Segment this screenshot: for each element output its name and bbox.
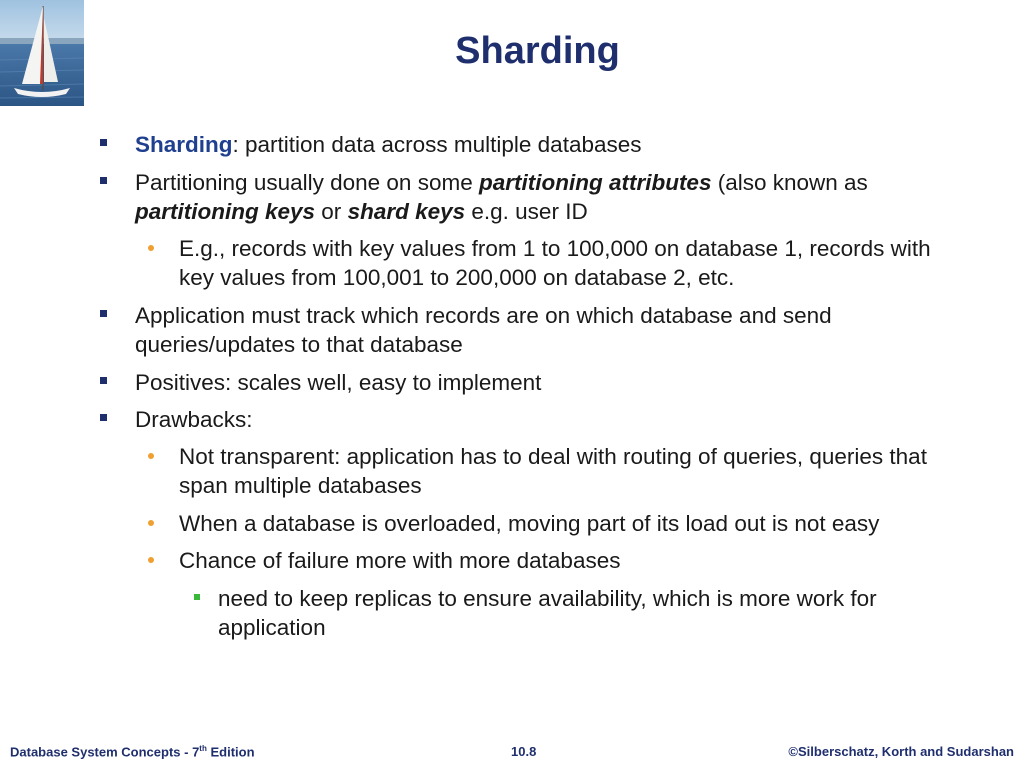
bullet-text-segment: Drawbacks: (135, 407, 253, 432)
bullet-text-segment: Positives: scales well, easy to implement (135, 370, 542, 395)
footer-page-number: 10.8 (511, 744, 537, 759)
bullet-text-segment: Not transparent: application has to deal with routing of queries, queries that span multiple databases (179, 444, 927, 498)
bullet-marker-level-1 (100, 310, 107, 317)
bullet-text-segment: E.g., records with key values from 1 to 100,000 on database 1, records with key values from 100,001 to 200,000 on database 2, etc. (179, 236, 931, 290)
bullet-marker-level-2 (148, 520, 154, 526)
bullet-text-segment: partitioning attributes (478, 170, 712, 195)
bullet-item (179, 546, 939, 575)
bullet-text-segment: When a database is overloaded, moving part of its load out is not easy (179, 511, 880, 536)
bullet-item (135, 405, 955, 434)
bullet-text-segment: Partitioning usually done on some (135, 170, 479, 195)
bullet-text-segment: or (315, 199, 348, 224)
bullet-text-segment: Chance of failure more with more databases (179, 548, 621, 573)
slide-footer (0, 740, 1024, 768)
bullet-item (135, 168, 955, 226)
bullet-text-segment: need to keep replicas to ensure availability, which is more work for application (218, 586, 877, 640)
footer-copyright: ©Silberschatz, Korth and Sudarshan (788, 744, 1014, 759)
bullet-marker-level-2 (148, 453, 154, 459)
bullet-marker-level-2 (148, 557, 154, 563)
bullet-text-segment: partitioning keys (135, 199, 316, 224)
bullet-marker-level-2 (148, 245, 154, 251)
bullet-item (179, 234, 939, 292)
bullet-item (135, 368, 955, 397)
bullet-text-segment: (also known as (711, 170, 868, 195)
bullet-item (218, 584, 938, 642)
bullet-text-segment: e.g. user ID (465, 199, 588, 224)
bullet-text-segment: shard keys (347, 199, 466, 224)
bullet-text-segment: : partition data across multiple databases (232, 132, 642, 157)
bullet-marker-level-3 (194, 594, 200, 600)
bullet-item (135, 301, 955, 359)
bullet-item (135, 130, 955, 159)
footer-book-title: Database System Concepts - 7th Edition (10, 744, 255, 760)
bullet-marker-level-1 (100, 177, 107, 184)
bullet-text-segment: Sharding (135, 132, 233, 157)
bullet-marker-level-1 (100, 377, 107, 384)
bullet-marker-level-1 (100, 139, 107, 146)
bullet-item (179, 509, 939, 538)
bullet-text-segment: Application must track which records are on which database and send queries/updates to that database (135, 303, 832, 357)
bullet-marker-level-1 (100, 414, 107, 421)
bullet-item (179, 442, 939, 500)
slide-title: Sharding (455, 30, 620, 72)
